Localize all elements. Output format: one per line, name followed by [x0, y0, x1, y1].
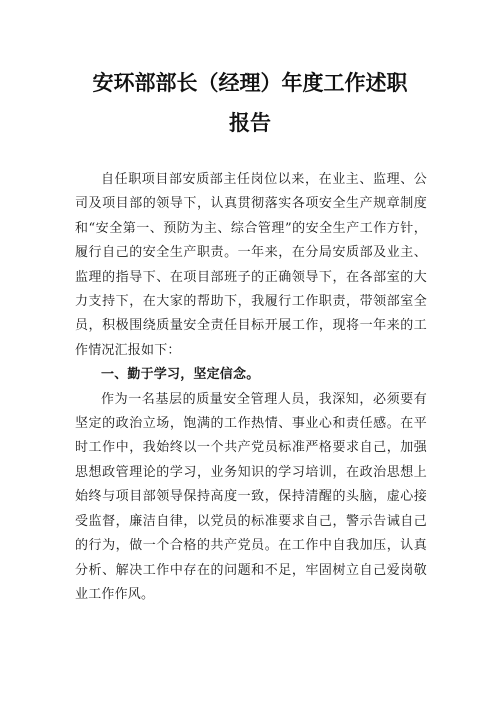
section-1-paragraph: 作为一名基层的质量安全管理人员，我深知，必须要有坚定的政治立场，饱满的工作热情、事业心和责任感。在平时工作中，我始终以一个共产党员标准严格要求自己，加强思想政管理论的学习，业务知识的学习培训，在政治思想上始终与项目部领导保持高度一致，保持清醒的头脑，虚心接受监督，廉洁自律，以党员的标准要求自己，警示告诫自己的行为，做一个合格的共产党员。在工作中自我加压，认真分析、解决工作中存在的问题和不足，牢固树立自己爱岗敬业工作作风。: [75, 391, 427, 602]
document-body: [75, 168, 427, 607]
section-heading-1: 一、勤于学习，坚定信念。: [101, 367, 260, 383]
document-title-line-1: 安环部部长（经理）年度工作述职: [92, 71, 408, 95]
intro-paragraph: 自任职项目部安质部主任岗位以来，在业主、监理、公司及项目部的领导下，认真贯彻落实各项安全生产规章制度和“安全第一、预防为主、综合管理”的安全生产工作方针，履行自己的安全生产职责。一年来，在分局安质部及业主、监理的指导下、在项目部班子的正确领导下，在各部室的大力支持下，在大家的帮助下，我履行工作职责，带领部室全员，积极围绕质量安全责任目标开展工作，现将一年来的工作情况汇报如下：: [75, 172, 427, 358]
document-title-line-2: 报告: [229, 111, 271, 135]
